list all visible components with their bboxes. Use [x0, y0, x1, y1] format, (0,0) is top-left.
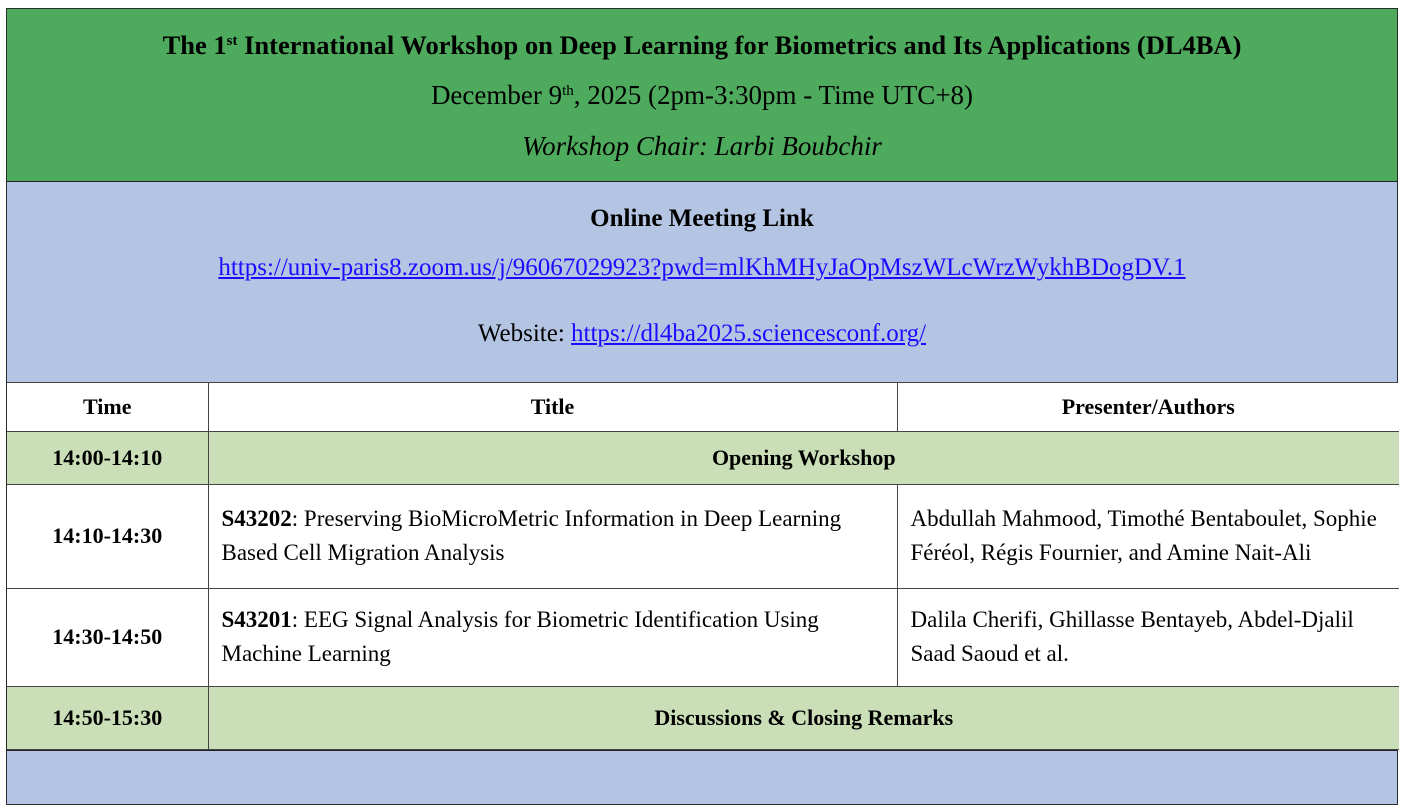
column-header-time: Time — [7, 383, 208, 431]
paper-title: : Preserving BioMicroMetric Information in Deep Learning Based Cell Migration Analysis — [221, 506, 842, 565]
paper-id: S43202 — [221, 506, 292, 531]
row-time: 14:00-14:10 — [7, 431, 208, 484]
table-row — [7, 686, 1399, 749]
footer-band — [7, 750, 1397, 804]
date-text-rest: , 2025 (2pm-3:30pm - Time UTC+8) — [573, 80, 974, 110]
talk-authors: Dalila Cherifi, Ghillasse Bentayeb, Abdel-Djalil Saad Saoud et al. — [897, 588, 1399, 686]
table-header-row — [7, 383, 1399, 431]
paper-id: S43201 — [221, 607, 292, 632]
website-label: Website: — [477, 320, 572, 347]
table-row — [7, 431, 1399, 484]
column-header-presenter: Presenter/Authors — [897, 383, 1399, 431]
title-text-rest: International Workshop on Deep Learning for Biometrics and Its Applications (DL4BA) — [237, 30, 1242, 60]
title-ordinal: st — [226, 33, 238, 49]
workshop-header — [7, 9, 1397, 182]
row-time: 14:30-14:50 — [7, 588, 208, 686]
title-text: The 1 — [162, 30, 227, 60]
meeting-label: Online Meeting Link — [590, 205, 814, 232]
date-text: December 9 — [430, 80, 563, 110]
table-row — [7, 588, 1399, 686]
talk-title — [208, 484, 897, 588]
website-link[interactable]: https://dl4ba2025.sciencesconf.org/ — [571, 320, 927, 347]
workshop-title — [7, 9, 1397, 61]
paper-title: : EEG Signal Analysis for Biometric Identification Using Machine Learning — [221, 607, 819, 666]
talk-authors: Abdullah Mahmood, Timothé Bentaboulet, Sophie Féréol, Régis Fournier, and Amine Nait-Ali — [897, 484, 1399, 588]
row-time: 14:50-15:30 — [7, 686, 208, 749]
table-row — [7, 484, 1399, 588]
row-time: 14:10-14:30 — [7, 484, 208, 588]
talk-title — [208, 588, 897, 686]
workshop-chair: Workshop Chair: Larbi Boubchir — [522, 131, 882, 161]
session-label: Discussions & Closing Remarks — [208, 686, 1399, 749]
workshop-date — [7, 79, 1397, 111]
date-ordinal: th — [562, 83, 574, 99]
website-line — [7, 319, 1397, 349]
schedule-table — [7, 383, 1399, 750]
column-header-title: Title — [208, 383, 897, 431]
meeting-info — [7, 182, 1397, 383]
session-label: Opening Workshop — [208, 431, 1399, 484]
meeting-link[interactable]: https://univ-paris8.zoom.us/j/96067029923?pwd=mlKhMHyJaOpMszWLcWrzWykhBDogDV.1 — [218, 254, 1186, 281]
workshop-program — [6, 8, 1398, 805]
